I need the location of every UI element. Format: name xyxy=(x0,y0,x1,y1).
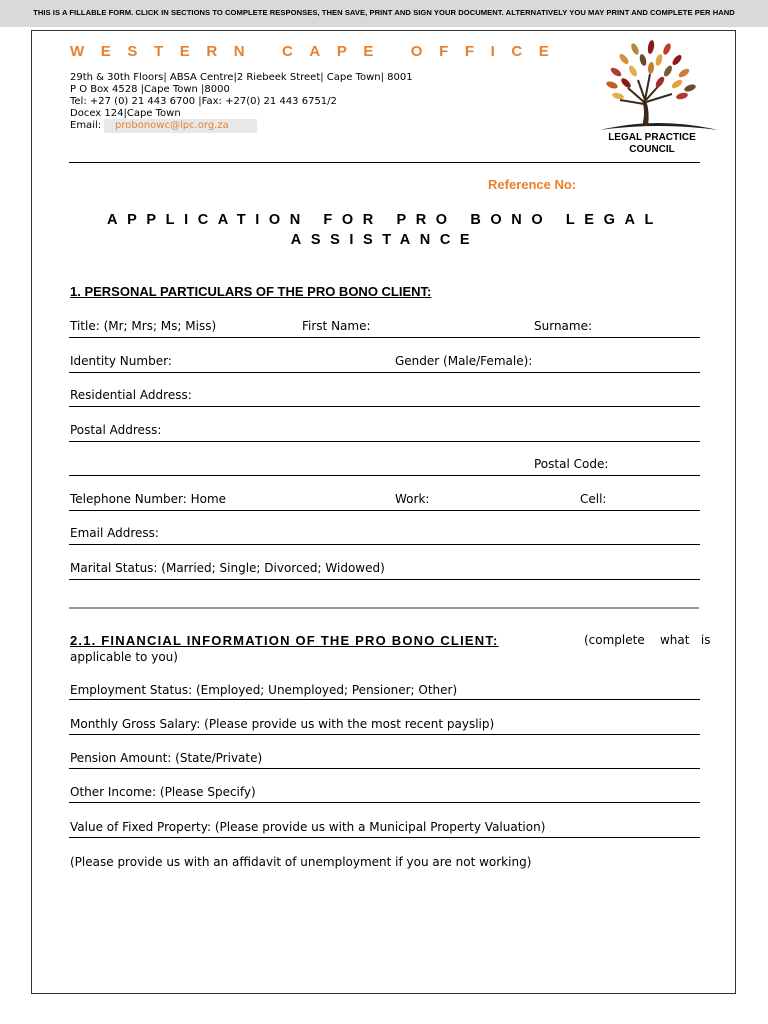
office-name: WESTERN CAPE OFFICE xyxy=(70,43,566,60)
residential-address-field-label[interactable]: Residential Address: xyxy=(70,388,192,402)
pension-amount-field-label[interactable]: Pension Amount: (State/Private) xyxy=(70,751,263,765)
affidavit-note: (Please provide us with an affidavit of unemployment if you are not working) xyxy=(70,855,532,869)
fixed-property-value-field-label[interactable]: Value of Fixed Property: (Please provide us with a Municipal Property Valuation) xyxy=(70,820,546,834)
title-field-label[interactable]: Title: (Mr; Mrs; Ms; Miss) xyxy=(70,319,217,333)
fillable-form-notice-bar xyxy=(0,0,768,27)
field-underline xyxy=(69,837,700,838)
field-underline xyxy=(69,372,700,373)
reference-number-label: Reference No: xyxy=(488,177,577,192)
telephone-home-field-label[interactable]: Telephone Number: Home xyxy=(70,492,227,506)
form-frame xyxy=(31,30,736,994)
field-underline xyxy=(69,734,700,735)
section-2-heading: 2.1. FINANCIAL INFORMATION OF THE PRO BONO CLIENT: xyxy=(70,633,499,648)
email-label: Email: xyxy=(70,120,102,131)
surname-field-label[interactable]: Surname: xyxy=(534,319,593,333)
header-divider xyxy=(69,162,700,163)
field-underline xyxy=(69,441,700,442)
email-link[interactable]: probonowc@lpc.org.za xyxy=(115,120,229,131)
monthly-gross-salary-field-label[interactable]: Monthly Gross Salary: (Please provide us with the most recent payslip) xyxy=(70,717,495,731)
identity-number-field-label[interactable]: Identity Number: xyxy=(70,354,172,368)
field-underline xyxy=(69,510,700,511)
section-2-note-part-1: (complete what is xyxy=(584,633,711,647)
tel-fax-line: Tel: +27 (0) 21 443 6700 |Fax: +27(0) 21 443 6751/2 xyxy=(70,96,337,107)
section-2-note-part-2: applicable to you) xyxy=(70,650,178,664)
marital-status-field-label[interactable]: Marital Status: (Married; Single; Divorced; Widowed) xyxy=(70,561,385,575)
field-underline xyxy=(69,544,700,545)
email-link-box[interactable] xyxy=(104,119,257,133)
form-title-line-2: ASSISTANCE xyxy=(290,232,480,248)
field-underline xyxy=(69,579,700,580)
field-underline xyxy=(69,406,700,407)
employment-status-field-label[interactable]: Employment Status: (Employed; Unemployed; Pensioner; Other) xyxy=(70,683,458,697)
first-name-field-label[interactable]: First Name: xyxy=(302,319,371,333)
field-underline xyxy=(69,699,700,700)
address-line: 29th & 30th Floors| ABSA Centre|2 Riebeek Street| Cape Town| 8001 xyxy=(70,72,413,83)
postal-address-field-label[interactable]: Postal Address: xyxy=(70,423,162,437)
field-underline xyxy=(69,337,700,338)
field-underline xyxy=(69,475,700,476)
cell-field-label[interactable]: Cell: xyxy=(580,492,607,506)
other-income-field-label[interactable]: Other Income: (Please Specify) xyxy=(70,785,256,799)
form-title-line-1: APPLICATION FOR PRO BONO LEGAL xyxy=(107,212,663,228)
logo-text-line-1: LEGAL PRACTICE xyxy=(608,132,696,143)
email-address-field-label[interactable]: Email Address: xyxy=(70,526,159,540)
section-divider xyxy=(69,607,699,609)
telephone-work-field-label[interactable]: Work: xyxy=(395,492,430,506)
section-1-heading: 1. PERSONAL PARTICULARS OF THE PRO BONO CLIENT: xyxy=(70,284,432,299)
logo-text-line-2: COUNCIL xyxy=(629,144,675,155)
gender-field-label[interactable]: Gender (Male/Female): xyxy=(395,354,533,368)
field-underline xyxy=(69,802,700,803)
docex-line: Docex 124|Cape Town xyxy=(70,108,181,119)
fillable-form-notice: THIS IS A FILLABLE FORM. CLICK IN SECTIONS TO COMPLETE RESPONSES, THEN SAVE, PRINT AND SIGN YOUR DOCUMENT. ALTERNATIVELY YOU MAY PRINT AND COMPLETE PER HAND xyxy=(33,8,735,17)
field-underline xyxy=(69,768,700,769)
postal-code-field-label[interactable]: Postal Code: xyxy=(534,457,609,471)
po-box-line: P O Box 4528 |Cape Town |8000 xyxy=(70,84,230,95)
